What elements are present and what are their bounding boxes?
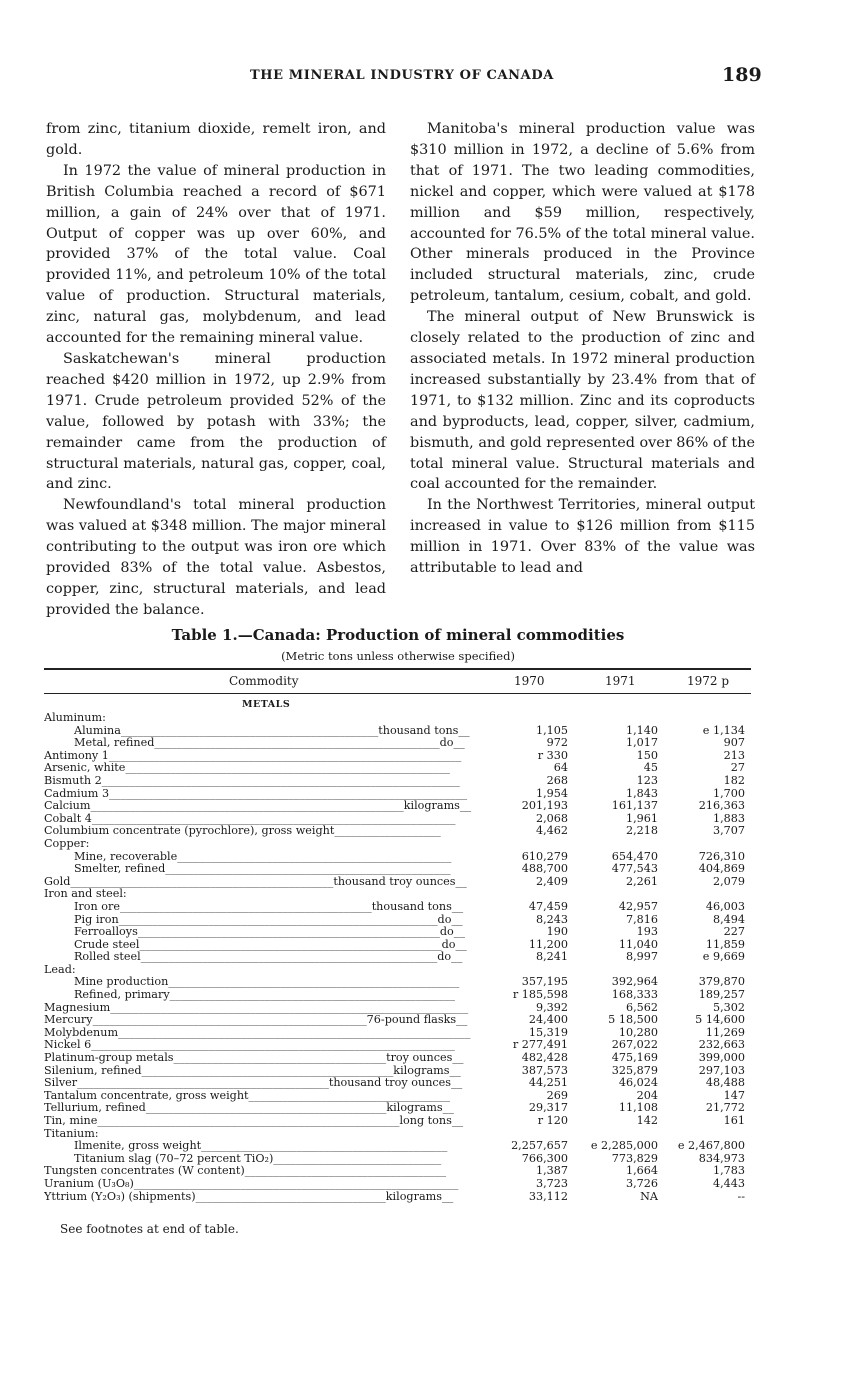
value-cell-1971: 45 [643,761,658,775]
value-cell-1971: 11,040 [618,937,658,951]
value-cell-1971: 168,333 [611,988,658,1002]
value-cell-1972: 1,783 [712,1164,745,1178]
commodity-cell [44,838,484,851]
unit-label: do [441,938,456,951]
value-cell-1971: 161,137 [611,799,658,813]
commodity-cell [74,914,484,927]
leader-dots: __ [451,951,463,964]
value-cell-1970: 1,387 [535,1164,568,1178]
value-cell-1972: -- [737,1189,745,1203]
table-footnote: See footnotes at end of table. [60,1222,239,1236]
leader-dots: __ [456,1014,468,1027]
value-cell-1972: 3,707 [712,824,745,838]
commodity-cell [44,888,484,901]
commodity-cell [74,1140,484,1153]
commodity-cell [44,813,484,826]
value-cell-1971: 773,829 [611,1151,658,1165]
paragraph: from zinc, titanium dioxide, remelt iron, and gold. [46,121,386,158]
leader-dots: __ [455,875,467,888]
commodity-name: Cadmium 3 [44,787,110,800]
value-cell-1971: e 2,285,000 [590,1139,658,1153]
value-cell-1971: 2,261 [625,874,658,888]
leader-dots: ___________________________________________________ [165,863,451,876]
value-cell-1970: 201,193 [521,799,568,813]
unit-label: 76-pound flasks [366,1014,457,1027]
leader-dots: _______________________________________________ [70,875,334,888]
value-cell-1971: 150 [636,748,658,762]
leader-dots: ______________________________________________ [120,724,379,737]
value-cell-1971: 6,562 [625,1000,658,1014]
commodity-cell [44,1002,484,1015]
commodity-cell [74,989,484,1002]
value-cell-1971: 11,108 [618,1101,658,1115]
leader-dots: __ [452,1052,464,1065]
value-cell-1971: 267,022 [611,1038,658,1052]
value-cell-1970: 64 [553,761,568,775]
paragraph: Saskatchewan's mineral production reached $420 million in 1972, up 2.9% from 1971. Crude petroleum provided 52% of the value, followed by potash with 33%; the remainder came from the production of structural materials, natural gas, copper, coal, and zinc. [46,350,386,493]
value-cell-1970: 610,279 [521,849,568,863]
commodity-cell [44,1090,484,1103]
leader-dots: __ [458,724,470,737]
leader-dots: _________________________________________________________________ [91,1039,455,1052]
leader-dots: ____________________________________________________ [168,976,460,989]
unit-label: kilograms [393,1064,450,1077]
value-cell-1972: 5,302 [712,1000,745,1014]
commodity-name: Iron and steel: [44,888,127,901]
table-row [44,1014,751,1027]
table-row [44,712,751,725]
commodity-name: Columbium concentrate (pyrochlore), gross weight [44,825,335,838]
value-cell-1971: 477,543 [611,862,658,876]
value-cell-1970: r 120 [537,1114,568,1127]
value-cell-1971: 46,024 [618,1076,658,1090]
value-cell-1972: 907 [723,736,745,750]
commodity-name: Silver [44,1077,78,1090]
value-cell-1972: 147 [723,1088,745,1102]
commodity-name: Refined, primary [74,989,170,1002]
leader-dots: __ [451,1077,463,1090]
value-cell-1971: 1,961 [625,811,658,825]
table-body [44,697,751,1203]
commodity-name: Silenium, refined [44,1064,142,1077]
leader-dots: __ [451,1115,464,1127]
table-title: Table 1.—Canada: Production of mineral commodities [171,626,625,644]
commodity-cell [74,725,484,738]
commodity-name: Titanium: [44,1127,99,1140]
value-cell-1972: 213 [723,748,745,762]
value-cell-1971: 42,957 [618,899,658,913]
commodity-name: Titanium slag (70–72 percent TiO₂) [74,1152,274,1165]
header-1972: 1972 p [687,674,730,688]
commodity-name: Uranium (U₃O₈) [44,1177,134,1190]
commodity-name: Antimony 1 [44,749,109,762]
page-header [0,66,854,94]
commodity-name: Crude steel [74,938,140,951]
commodity-cell [44,1102,484,1115]
value-cell-1972: 404,869 [698,862,745,876]
table-row [44,951,751,964]
value-cell-1971: 3,726 [625,1176,658,1190]
table-row [44,800,751,813]
commodity-name: Platinum-group metals [44,1052,174,1065]
commodity-name: Copper: [44,837,90,850]
table-row [44,1115,751,1128]
page-number: 189 [722,64,762,86]
value-cell-1970: 9,392 [535,1000,568,1014]
value-cell-1971: 123 [636,773,658,787]
leader-dots: __________________________________________________________ [133,1177,459,1190]
commodity-name: Rolled steel [74,951,141,964]
value-cell-1971: 204 [636,1088,658,1102]
commodity-name: Tin, mine [44,1115,98,1127]
leader-dots: __ [449,1064,461,1077]
unit-label: thousand tons [378,724,459,737]
value-cell-1972: 726,310 [698,849,745,863]
table-row [44,825,751,838]
value-cell-1972: 11,859 [705,937,745,951]
commodity-name: Alumina [74,724,121,737]
table-row [44,989,751,1002]
value-cell-1970: 2,257,657 [511,1139,568,1153]
commodity-cell [74,863,484,876]
header-1971: 1971 [605,674,636,688]
commodity-name: Yttrium (Y₂O₃) (shipments) [44,1190,196,1203]
commodity-name: Metal, refined [74,737,155,750]
unit-label: troy ounces [386,1052,453,1065]
commodity-name: Pig iron [74,913,119,926]
value-cell-1971: 7,816 [625,912,658,926]
commodity-name: Aluminum: [44,712,106,724]
commodity-cell [44,1165,484,1178]
value-cell-1971: 1,140 [625,723,658,737]
unit-label: kilograms [403,800,460,813]
header-commodity: Commodity [229,674,299,688]
commodity-name: Mercury [44,1014,93,1027]
commodity-cell [44,775,484,788]
leader-dots: ______________________________________ [173,1052,387,1065]
value-cell-1971: 392,964 [611,975,658,989]
value-cell-1970: 482,428 [521,1051,568,1065]
table-row [44,1140,751,1153]
value-cell-1970: 268 [546,773,568,787]
value-cell-1970: 4,462 [535,824,568,838]
value-cell-1972: 2,079 [712,874,745,888]
table-row [44,838,751,851]
commodity-name: Gold [44,875,71,888]
leader-dots: __ [453,926,465,939]
value-cell-1970: 29,317 [528,1101,568,1115]
value-cell-1972: 227 [723,925,745,939]
commodity-name: Iron ore [74,900,120,913]
header-1970: 1970 [514,674,545,688]
commodity-name: Tantalum concentrate, gross weight [44,1089,249,1102]
value-cell-1970: 2,068 [535,811,568,825]
commodity-name: Ferroalloys [74,926,138,939]
unit-label: do [437,951,452,964]
leader-dots: ______________________________ [273,1152,442,1165]
value-cell-1971: 475,169 [611,1051,658,1065]
value-cell-1972: 379,870 [698,975,745,989]
commodity-name: Bismuth 2 [44,774,102,787]
value-cell-1971: 1,843 [625,786,658,800]
value-cell-1972: 4,443 [712,1176,745,1190]
commodity-cell [44,800,484,813]
commodity-cell [44,712,484,725]
value-cell-1970: 8,243 [535,912,568,926]
commodity-cell [44,750,484,763]
commodity-cell [74,951,484,964]
leader-dots: _____________________________________________________ [140,951,438,964]
leader-dots: ____________________________________ [248,1089,450,1102]
commodity-name: Molybdenum [44,1026,119,1039]
value-cell-1970: r 185,598 [512,988,568,1002]
unit-label: kilograms [386,1102,443,1115]
commodity-name: Ilmenite, gross weight [74,1140,202,1153]
leader-dots: __ [451,900,464,913]
leader-dots: _________________________________________________________________ [91,812,456,825]
paragraph: The mineral output of New Brunswick is closely related to the production of zinc and associated metals. In 1972 mineral production increased substantially by 23.4% from that of 1971, to $132 million. Zinc and its coproducts and byproducts, lead, copper, silver, cadmium, bismuth, and gold represented over 86% of the total mineral value. Structural materials and coal accounted for the remainder. [410,309,755,493]
value-cell-1971: 10,280 [618,1025,658,1039]
table-row [44,901,751,914]
commodity-name: Magnesium [44,1001,111,1014]
commodity-name: Cobalt 4 [44,812,92,825]
table-header-rule [44,693,751,694]
commodity-cell [44,1128,484,1141]
commodity-name: Lead: [44,963,76,976]
leader-dots: _____________________________________________ [119,900,372,913]
value-cell-1971: 325,879 [611,1063,658,1077]
value-cell-1971: 2,218 [625,824,658,838]
unit-label: kilograms [385,1190,442,1203]
commodity-name: Arsenic, white [44,762,126,775]
commodity-name: Smelter, refined [74,863,166,876]
value-cell-1972: 216,363 [698,799,745,813]
commodity-cell [44,1178,484,1191]
leader-dots: _________________________________________________________ [118,913,438,926]
value-cell-1970: 269 [546,1088,568,1102]
leader-dots: ___________________________________________________ [154,737,440,750]
leader-dots: ___________________________________________________ [169,989,455,1002]
value-cell-1971: 5 18,500 [608,1013,658,1027]
commodity-cell [74,737,484,750]
value-cell-1970: 190 [546,925,568,939]
value-cell-1970: r 330 [537,748,568,762]
value-cell-1972: 834,973 [698,1151,745,1165]
value-cell-1970: 357,195 [521,975,568,989]
commodity-name: Tungsten concentrates (W content) [44,1165,245,1178]
leader-dots: __ [455,938,467,951]
unit-label: long tons [399,1115,452,1127]
leader-dots: _____________________________________________ [77,1077,329,1090]
commodity-cell [44,876,484,889]
leader-dots: __ [459,800,472,813]
leader-dots: __ [453,737,465,750]
value-cell-1970: 11,200 [528,937,568,951]
unit-label: thousand tons [371,900,452,913]
commodity-cell [44,1077,484,1090]
commodity-cell [44,964,484,977]
value-cell-1972: 5 14,600 [695,1013,745,1027]
value-cell-1972: 46,003 [705,899,745,913]
value-cell-1971: 654,470 [611,849,658,863]
commodity-cell [44,762,484,775]
table-row [44,775,751,788]
commodity-name: Tellurium, refined [44,1102,146,1115]
leader-dots: _______________________________________________________________ [108,749,462,762]
table-subtitle: (Metric tons unless otherwise specified) [281,649,515,663]
commodity-name: Nickel 6 [44,1039,92,1052]
value-cell-1971: 1,664 [625,1164,658,1178]
commodity-cell [44,1065,484,1078]
value-cell-1972: 182 [723,773,745,787]
leader-dots: _______________________________________________________________ [118,1026,471,1039]
value-cell-1970: 387,573 [521,1063,568,1077]
unit-label: thousand troy ounces [328,1077,452,1090]
value-cell-1972: 27 [730,761,745,775]
leader-dots: ______________________________________________________ [137,926,440,939]
leader-dots: ____________________________________________ [201,1140,448,1153]
right-text-column [410,119,755,579]
commodity-cell [44,1115,484,1128]
commodity-cell [44,1027,484,1040]
commodity-cell [74,1153,484,1166]
commodity-name: Calcium [44,800,91,813]
table-row [44,876,751,889]
leader-dots: __________________________________________________________ [125,762,450,775]
leader-dots: ____________________________________ [244,1165,447,1178]
value-cell-1972: 8,494 [712,912,745,926]
commodity-cell [44,1052,484,1065]
table-row [44,863,751,876]
value-cell-1970: r 277,491 [512,1038,568,1052]
unit-label: do [437,913,452,926]
table-row [44,737,751,750]
value-cell-1970: 1,105 [535,723,568,737]
leader-dots: ________________________________________________________________ [110,1001,469,1014]
section-label: METALS [242,699,291,710]
table-section [44,697,751,712]
leader-dots: _________________________________________________ [92,1014,367,1027]
value-cell-1971: 1,017 [625,736,658,750]
paragraph: Newfoundland's total mineral production was valued at $348 million. The major mineral contributing to the output was iron ore which provided 83% of the total value. Asbestos, copper, zinc, structural materials, and lead provided the balance. [46,497,386,618]
leader-dots: ___________________________________________ [145,1102,387,1115]
value-cell-1970: 488,700 [521,862,568,876]
value-cell-1970: 47,459 [528,899,568,913]
leader-dots: ________________________________________________________________ [109,787,468,800]
commodity-cell [74,926,484,939]
table-top-rule [44,668,751,670]
leader-dots: ___________________ [334,825,441,838]
leader-dots: ________________________________________________________ [90,800,404,813]
leader-dots: __ [442,1102,454,1115]
value-cell-1971: NA [640,1189,658,1203]
value-cell-1972: 11,269 [705,1025,745,1039]
value-cell-1970: 24,400 [528,1013,568,1027]
value-cell-1970: 2,409 [535,874,568,888]
value-cell-1972: 297,103 [698,1063,745,1077]
value-cell-1972: 1,883 [712,811,745,825]
leader-dots: ______________________________________________________ [139,938,442,951]
value-cell-1972: 48,488 [705,1076,745,1090]
running-title: THE MINERAL INDUSTRY OF CANADA [250,68,554,83]
commodity-name: Mine, recoverable [74,850,178,863]
value-cell-1971: 8,997 [625,950,658,964]
table-row [44,926,751,939]
unit-label: thousand troy ounces [333,875,456,888]
commodity-cell [44,788,484,801]
value-cell-1971: 142 [636,1114,658,1127]
value-cell-1970: 33,112 [528,1189,568,1203]
value-cell-1970: 3,723 [535,1176,568,1190]
commodity-cell [44,825,484,838]
leader-dots: _____________________________________________ [141,1064,394,1077]
commodity-name: Mine production [74,976,169,989]
value-cell-1971: 193 [636,925,658,939]
commodity-cell [74,901,484,914]
value-cell-1972: 1,700 [712,786,745,800]
commodity-cell [44,1191,484,1204]
table-row [44,1077,751,1090]
paragraph: In the Northwest Territories, mineral output increased in value to $126 million from $115 million in 1971. Over 83% of the value was attributable to lead and [410,497,755,577]
table-row [44,1191,751,1204]
table-row [44,1178,751,1191]
value-cell-1972: 232,663 [698,1038,745,1052]
paragraph: Manitoba's mineral production value was $310 million in 1972, a decline of 5.6% from that of 1971. The two leading commodities, nickel and copper, which were valued at $178 million and $59 million, respectively, accounted for 76.5% of the total mineral value. Other minerals produced in the Province included structural materials, zinc, crude petroleum, tantalum, cesium, cobalt, and gold. [410,121,755,305]
commodity-cell [44,1039,484,1052]
value-cell-1972: e 9,669 [702,950,745,964]
value-cell-1972: 399,000 [698,1051,745,1065]
value-cell-1970: 766,300 [521,1151,568,1165]
leader-dots: __ [451,913,463,926]
commodity-cell [74,939,484,952]
table-row [44,1052,751,1065]
value-cell-1972: e 2,467,800 [677,1139,745,1153]
leader-dots: __________________________________ [195,1190,386,1203]
commodity-cell [44,1014,484,1027]
value-cell-1972: 189,257 [698,988,745,1002]
commodity-cell [74,976,484,989]
leader-dots: _________________________________________________ [177,850,452,863]
paragraph: In 1972 the value of mineral production in British Columbia reached a record of $671 million, a gain of 24% over that of 1971. Output of copper was up over 60%, and provided 37% of the total value. Coal provided 11%, and petroleum 10% of the total value of production. Structural materials, zinc, natural gas, molybdenum, and lead accounted for the remaining mineral value. [46,162,386,347]
unit-label: do [439,737,454,750]
value-cell-1970: 1,954 [535,786,568,800]
left-text-column [46,119,386,621]
table-header [44,674,751,692]
value-cell-1970: 8,241 [535,950,568,964]
value-cell-1972: 161 [723,1114,745,1127]
value-cell-1970: 15,319 [528,1025,568,1039]
value-cell-1972: 21,772 [705,1101,745,1115]
value-cell-1970: 972 [546,736,568,750]
commodity-cell [74,851,484,864]
leader-dots: ______________________________________________________ [97,1115,400,1127]
value-cell-1970: 44,251 [528,1076,568,1090]
leader-dots: ________________________________________________________________ [101,774,460,787]
unit-label: do [439,926,454,939]
value-cell-1972: e 1,134 [702,723,745,737]
leader-dots: __ [441,1190,454,1203]
